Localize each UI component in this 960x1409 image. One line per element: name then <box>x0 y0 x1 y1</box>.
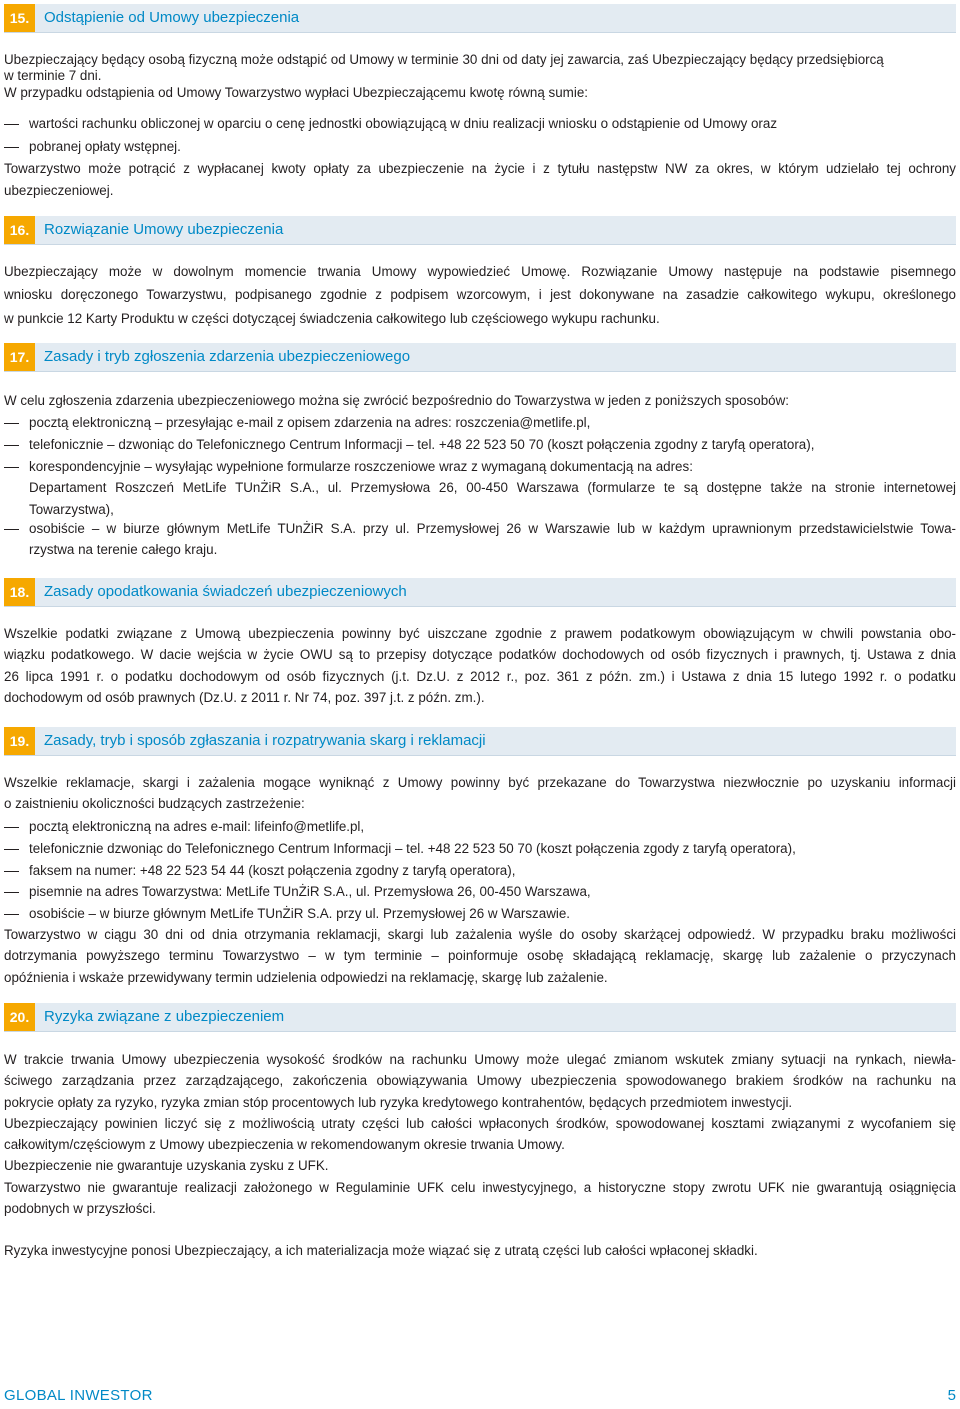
paragraph-line: pokrycie opłaty za ryzyko, ryzyka zmian stóp procentowych lub ryzyka kredytowego kontrahentów, będących przedmiotem inwestycji. <box>4 1094 793 1110</box>
paragraph-line: całkowitym/częściowym z Umowy ubezpieczenia w rekomendowanym okresie trwania Umowy. <box>4 1137 565 1153</box>
paragraph-line: W celu zgłoszenia zdarzenia ubezpieczeniowego można się zwrócić bezpośrednio do Towarzystwa w jeden z poniższych sposobów: <box>4 393 789 408</box>
dash-bullet <box>4 467 19 468</box>
list-item-text: pocztą elektroniczną na adres e-mail: lifeinfo@metlife.pl, <box>29 819 365 834</box>
section-title: Zasady, tryb i sposób zgłaszania i rozpatrywania skarg i reklamacji <box>44 732 486 749</box>
list-item-text: korespondencyjnie – wysyłając wypełnione formularze roszczeniowe wraz z wymaganą dokumentacją na adres: <box>29 459 693 474</box>
paragraph-line: Towarzystwo w ciągu 30 dni od dnia otrzymania reklamacji, skargi lub zażalenia wyśle do osoby skarżącej odpowiedź. W przypadku braku możliwości <box>4 927 956 942</box>
paragraph-line: Towarzystwo nie gwarantuje realizacji założonego w Regulaminie UFK celu inwestycyjnego, a historyczne stopy zwrotu UFK nie gwarantują osiągnięcia <box>4 1179 956 1195</box>
dash-bullet <box>4 827 19 828</box>
paragraph-line: o zaistnieniu okoliczności budzących zastrzeżenie: <box>4 796 305 812</box>
section-19-outro <box>4 924 956 988</box>
section-15-note <box>4 158 956 202</box>
list-item-text: wartości rachunku obliczonej w oparciu o cenę jednostki obowiązującą w dniu realizacji wniosku o odstąpienie od Umowy oraz <box>29 116 778 131</box>
paragraph-line: Ubezpieczający powinien liczyć się z możliwością utraty części lub całości wpłaconych środków, spowodowanej kosztami związanymi z wycofaniem się <box>4 1115 956 1131</box>
list-item-text: telefonicznie dzwoniąc do Telefonicznego Centrum Informacji – tel. +48 22 523 50 70 (koszt połączenia zgody z taryfą operatora), <box>29 841 796 856</box>
paragraph-line: wniosku doręczonego Towarzystwu, podpisanego zgodnie z podpisem wzorcowym, i jest dokonywane na zasadzie całkowitego wykupu, określonego <box>4 287 956 303</box>
section-16-header <box>4 216 956 245</box>
paragraph-line: Ubezpieczenie nie gwarantuje uzyskania zysku z UFK. <box>4 1158 329 1174</box>
dash-bullet <box>4 423 19 424</box>
section-20-closing <box>4 1240 956 1261</box>
section-title: Zasady opodatkowania świadczeń ubezpieczeniowych <box>44 583 407 600</box>
section-number: 16. <box>4 216 35 244</box>
dash-bullet <box>4 914 19 915</box>
paragraph-line: ściwego zarządzania przez zarządzającego, zakończenia obowiązywania Umowy ubezpieczenia spowodowanego brakiem środków na rachunku na <box>4 1073 956 1089</box>
section-number: 17. <box>4 343 35 371</box>
paragraph-line: Wszelkie podatki związane z Umową ubezpieczenia powinny być uiszczane zgodnie z prawem podatkowym obowiązującym w chwili powstania obo- <box>4 626 956 641</box>
dash-bullet <box>4 871 19 872</box>
section-number: 15. <box>4 4 35 32</box>
paragraph-line: Ryzyka inwestycyjne ponosi Ubezpieczający, a ich materializacja może wiązać się z utratą części lub całości wpłaconej składki. <box>4 1243 758 1258</box>
paragraph-line: w terminie 7 dni. <box>4 68 102 84</box>
section-number: 20. <box>4 1003 35 1031</box>
section-15-body <box>4 49 956 103</box>
section-19-intro <box>4 772 956 815</box>
paragraph-line: podobnych w przyszłości. <box>4 1201 156 1217</box>
list-item-text-block <box>29 518 956 561</box>
section-17-intro <box>4 390 956 411</box>
paragraph-line: Ubezpieczający będący osobą fizyczną może odstąpić od Umowy w terminie 30 dni od daty jej zawarcia, zaś Ubezpieczający będący przedsiębiorcą <box>4 52 884 67</box>
footer-page-number: 5 <box>947 1387 956 1404</box>
list-item-text: Departament Roszczeń MetLife TUnŻiR S.A., ul. Przemysłowa 26, 00-450 Warszawa (formularze te są dostępne także na stronie internetowej <box>29 480 956 496</box>
paragraph-line: opóźnienia i wskaże przewidywany termin udzielenia odpowiedzi na reklamację, skargę lub zażalenie. <box>4 969 608 985</box>
list-item-text: pisemnie na adres Towarzystwa: MetLife TUnŻiR S.A., ul. Przemysłowa 26, 00-450 Warszawa, <box>29 884 591 899</box>
list-item-text: faksem na numer: +48 22 523 54 44 (koszt połączenia zgodny z taryfą operatora), <box>29 863 516 878</box>
section-title: Ryzyka związane z ubezpieczeniem <box>44 1008 285 1025</box>
paragraph-line: W przypadku odstąpienia od Umowy Towarzystwo wypłaci Ubezpieczającemu kwotę równą sumie: <box>4 84 588 100</box>
section-18-header <box>4 578 956 607</box>
dash-bullet <box>4 529 19 530</box>
paragraph-line: ubezpieczeniowej. <box>4 183 114 199</box>
paragraph-line: 26 lipca 1991 r. o podatku dochodowym od osób fizycznych (j.t. Dz.U. z 2012 r., poz. 361 z późn. zm.) i Ustawa z dnia 15 lutego 1992 r. o podatku <box>4 668 956 684</box>
paragraph-line: Ubezpieczający może w dowolnym momencie trwania Umowy wypowiedzieć Umowę. Rozwiązanie Umowy następuje na podstawie pisemnego <box>4 264 956 279</box>
paragraph-line: W trakcie trwania Umowy ubezpieczenia wysokość środków na rachunku Umowy może ulegać zmianom wskutek zmiany sytuacji na rynkach, niewła- <box>4 1052 956 1067</box>
list-item-text: Towarzystwa), <box>29 501 114 517</box>
dash-bullet <box>4 147 19 148</box>
section-number: 19. <box>4 727 35 755</box>
dash-bullet <box>4 849 19 850</box>
paragraph-line: dotrzymania powyższego terminu Towarzystwo – w tym terminie – poinformuje osobę składającą reklamację, skargę lub zażalenie o przyczynach <box>4 948 956 964</box>
list-item-text: pobranej opłaty wstępnej. <box>29 139 181 154</box>
section-title: Rozwiązanie Umowy ubezpieczenia <box>44 221 284 238</box>
paragraph-line: Towarzystwo może potrącić z wypłacanej kwoty opłaty za ubezpieczenie na życie i z tytułu następstw NW za okres, w którym udzielało tej ochrony <box>4 161 956 176</box>
list-item-text: rzystwa na terenie całego kraju. <box>29 542 218 558</box>
list-item-text: telefonicznie – dzwoniąc do Telefonicznego Centrum Informacji – tel. +48 22 523 50 70 (koszt połączenia zgodny z taryfą operatora), <box>29 437 815 452</box>
paragraph-line: w punkcie 12 Karty Produktu w części dotyczącej świadczenia całkowitego lub częściowego wykupu rachunku. <box>4 310 660 326</box>
section-18-body <box>4 623 956 708</box>
section-20-header <box>4 1003 956 1032</box>
section-15-header <box>4 4 956 33</box>
paragraph-line: wiązku podatkowego. W dacie wejścia w życie OWU są to przepisy dotyczące podatków dochodowych od osób fizycznych i prawnych, tj. Ustawa z dnia <box>4 647 956 663</box>
list-item-text: osobiście – w biurze głównym MetLife TUnŻiR S.A. przy ul. Przemysłowej 26 w Warszawie. <box>29 906 571 921</box>
section-title: Zasady i tryb zgłoszenia zdarzenia ubezpieczeniowego <box>44 348 411 365</box>
paragraph-line: Wszelkie reklamacje, skargi i zażalenia mogące wyniknąć z Umowy powinny być przekazane do Towarzystwa niezwłocznie po uzyskaniu informacji <box>4 775 956 790</box>
section-title: Odstąpienie od Umowy ubezpieczenia <box>44 9 300 26</box>
dash-bullet <box>4 124 19 125</box>
section-17-header <box>4 343 956 372</box>
section-number: 18. <box>4 578 35 606</box>
section-16-body <box>4 261 956 329</box>
footer-product-name: GLOBAL INWESTOR <box>4 1387 153 1404</box>
list-item-text: osobiście – w biurze głównym MetLife TUnŻiR S.A. przy ul. Przemysłowej 26 w Warszawie lub w każdym uprawnionym przedstawicielstwie Towa- <box>29 521 956 536</box>
dash-bullet <box>4 445 19 446</box>
paragraph-line: dochodowym od osób prawnych (Dz.U. z 2011 r. Nr 74, poz. 397 j.t. z późn. zm.). <box>4 689 485 705</box>
list-item-text: pocztą elektroniczną – przesyłając e-mail z opisem zdarzenia na adres: roszczenia@metlife.pl, <box>29 415 591 430</box>
dash-bullet <box>4 892 19 893</box>
section-19-header <box>4 727 956 756</box>
list-item-text-block <box>29 456 956 520</box>
section-20-body <box>4 1049 956 1219</box>
